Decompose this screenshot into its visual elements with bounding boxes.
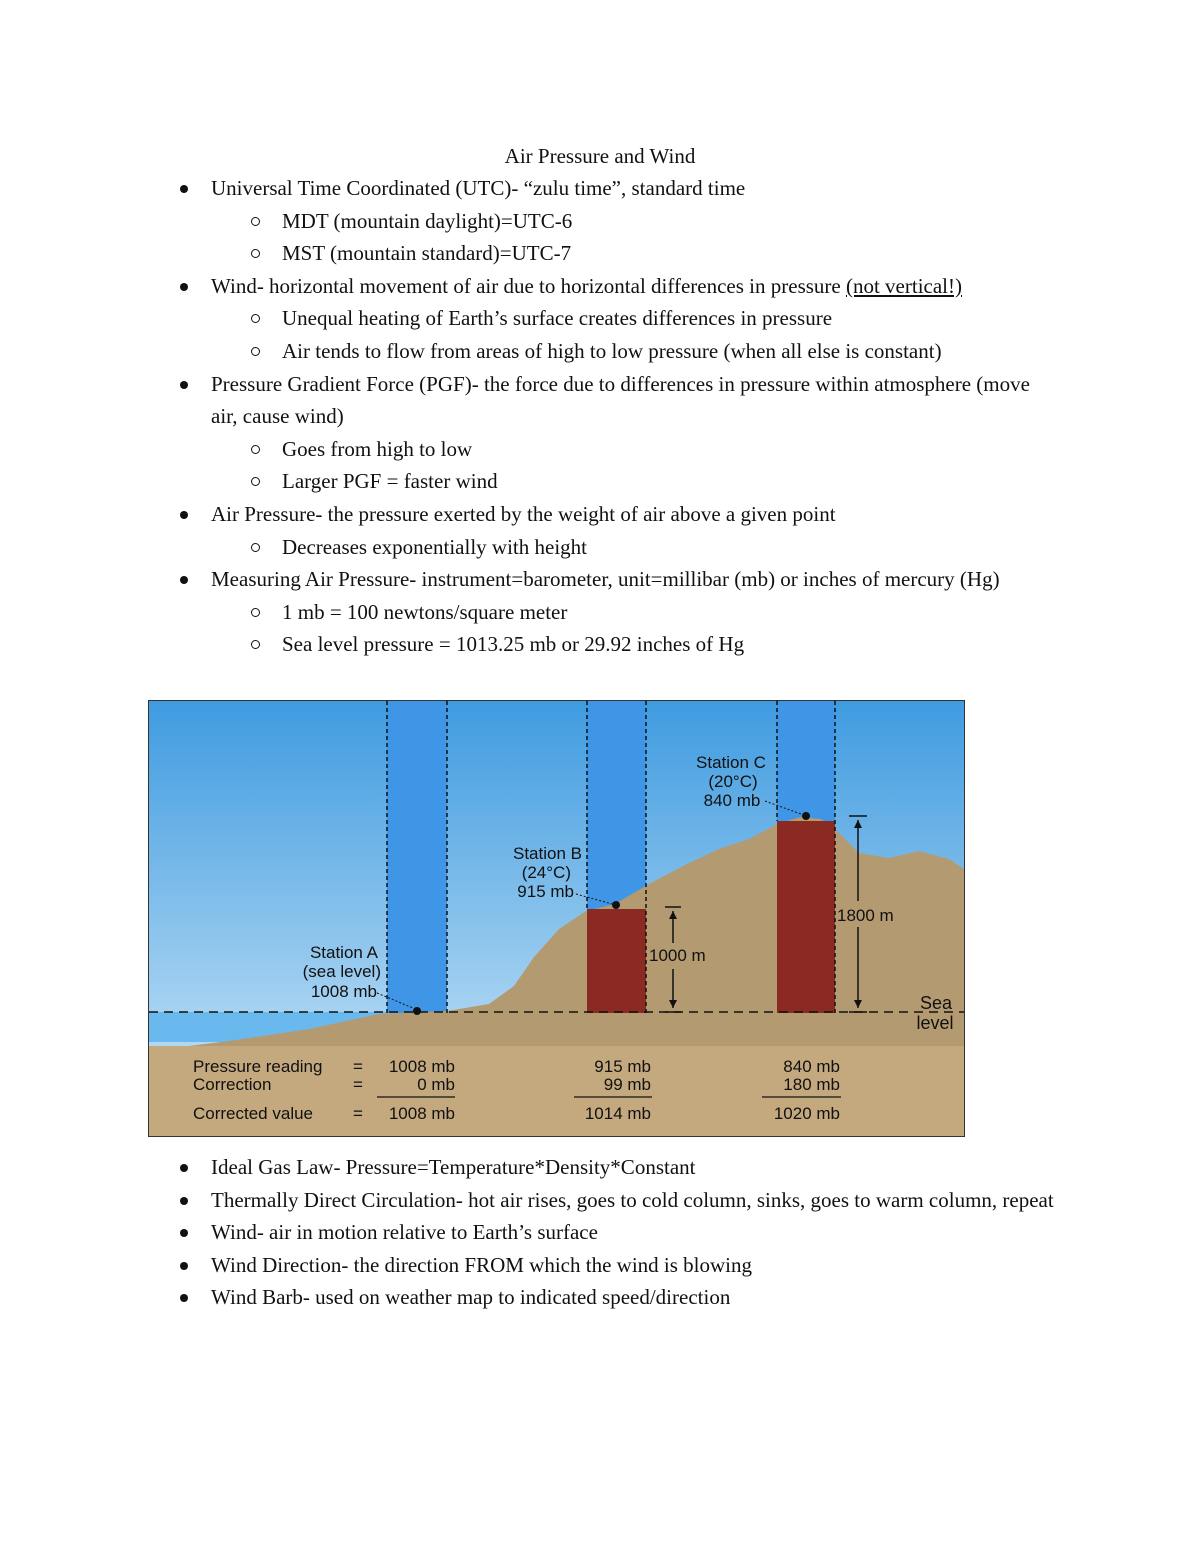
table-label-correction: Correction xyxy=(193,1075,272,1094)
sub-list-item-text: MST (mountain standard)=UTC-7 xyxy=(282,241,572,266)
bullet-icon xyxy=(180,1197,188,1205)
list-item-text: Ideal Gas Law- Pressure=Temperature*Density*Constant xyxy=(211,1155,696,1179)
air-column-c xyxy=(777,701,835,821)
height-b-label: 1000 m xyxy=(649,946,706,965)
hollow-bullet-icon xyxy=(251,445,260,454)
table-equals: = xyxy=(353,1104,363,1123)
sub-list-item xyxy=(211,628,1060,661)
sub-list-item xyxy=(211,465,1060,498)
station-c-name: Station C xyxy=(696,753,766,772)
sea-level-label-line1: Sea xyxy=(919,993,953,1013)
table-b-correction: 99 mb xyxy=(603,1075,651,1094)
pressure-diagram xyxy=(149,701,964,1136)
table-b-reading: 915 mb xyxy=(594,1057,651,1076)
sub-list-item xyxy=(211,302,1060,335)
bullet-icon xyxy=(180,1294,188,1302)
list-item-text: Wind- air in motion relative to Earth’s surface xyxy=(211,1220,598,1245)
red-column-c xyxy=(777,821,835,1013)
sub-list xyxy=(211,302,1060,367)
hollow-bullet-icon xyxy=(251,640,260,649)
sub-list-item xyxy=(211,335,1060,368)
station-c-dot xyxy=(802,812,810,820)
sea-level-label-line2: level xyxy=(916,1013,954,1033)
list-item-text: Air Pressure- the pressure exerted by the weight of air above a given point xyxy=(211,501,836,526)
sub-list xyxy=(211,433,1060,498)
underlined-text: (not vertical!) xyxy=(845,273,963,298)
station-a-detail: (sea level) xyxy=(302,962,381,981)
table-c-correction: 180 mb xyxy=(783,1075,840,1094)
bullet-icon xyxy=(180,1164,188,1172)
hollow-bullet-icon xyxy=(251,608,260,617)
table-label-corrected-value: Corrected value xyxy=(193,1104,314,1123)
list-item xyxy=(0,368,1200,498)
sub-list xyxy=(211,531,1060,564)
document-title: Air Pressure and Wind xyxy=(504,144,696,168)
sub-list-item xyxy=(211,531,1060,564)
list-item xyxy=(0,1184,1200,1217)
sub-list-item-text: Goes from high to low xyxy=(282,436,473,461)
list-item xyxy=(0,1249,1200,1282)
table-c-corrected: 1020 mb xyxy=(773,1104,840,1123)
list-item xyxy=(0,1281,1200,1314)
list-item-text: Pressure Gradient Force (PGF)- the force due to differences in pressure within atmosphere (move air, cause wind) xyxy=(211,371,1030,429)
station-b-dot xyxy=(612,901,620,909)
station-b-detail: (24°C) xyxy=(521,863,571,882)
hollow-bullet-icon xyxy=(251,543,260,552)
hollow-bullet-icon xyxy=(251,249,260,258)
hollow-bullet-icon xyxy=(251,314,260,323)
bullet-icon xyxy=(180,381,188,389)
hollow-bullet-icon xyxy=(251,217,260,226)
bullet-icon xyxy=(180,576,188,584)
sub-list-item xyxy=(211,237,1060,270)
bullet-icon xyxy=(180,511,188,519)
sub-list-item-text: 1 mb = 100 newtons/square meter xyxy=(282,599,568,624)
sub-list-item-text: Unequal heating of Earth’s surface creates differences in pressure xyxy=(282,306,833,331)
height-c-label: 1800 m xyxy=(837,906,894,925)
sub-list xyxy=(211,205,1060,270)
red-column-b xyxy=(587,909,646,1013)
station-b-pressure: 915 mb xyxy=(517,882,574,901)
sub-list-item-text: MDT (mountain daylight)=UTC-6 xyxy=(282,208,573,233)
table-equals: = xyxy=(353,1075,363,1094)
station-a-name: Station A xyxy=(309,943,378,962)
air-column-a xyxy=(387,701,447,1013)
list-item-text: Wind Barb- used on weather map to indicated speed/direction xyxy=(211,1285,731,1310)
hollow-bullet-icon xyxy=(251,347,260,356)
table-equals: = xyxy=(353,1057,363,1076)
bullet-icon xyxy=(180,1229,188,1237)
sub-list-item-text: Sea level pressure = 1013.25 mb or 29.92 inches of Hg xyxy=(282,632,745,657)
table-label-pressure-reading: Pressure reading xyxy=(193,1057,323,1076)
table-b-corrected: 1014 mb xyxy=(584,1104,651,1123)
station-c-pressure: 840 mb xyxy=(703,791,761,810)
list-item-text: Wind Direction- the direction FROM which the wind is blowing xyxy=(211,1252,752,1277)
list-item xyxy=(0,172,1200,270)
station-b-name: Station B xyxy=(513,844,582,863)
list-item xyxy=(0,270,1200,368)
list-item xyxy=(0,1216,1200,1249)
sub-list-item-text: Decreases exponentially with height xyxy=(282,534,587,559)
air-column-b xyxy=(587,701,646,909)
sub-list-item xyxy=(211,596,1060,629)
table-a-corrected: 1008 mb xyxy=(388,1104,455,1123)
list-item-text: Universal Time Coordinated (UTC)- “zulu time”, standard time xyxy=(211,176,746,200)
top-bullet-list xyxy=(0,172,1200,661)
hollow-bullet-icon xyxy=(251,477,260,486)
bullet-icon xyxy=(180,283,188,291)
bullet-icon xyxy=(180,1262,188,1270)
list-item-text: Wind- horizontal movement of air due to horizontal differences in pressure xyxy=(211,273,846,298)
sub-list-item xyxy=(211,433,1060,466)
sub-list-item xyxy=(211,205,1060,238)
station-a-dot xyxy=(413,1007,421,1015)
sub-list-item-text: Air tends to flow from areas of high to low pressure (when all else is constant) xyxy=(282,338,942,363)
station-c-detail: (20°C) xyxy=(708,772,758,791)
sub-list xyxy=(211,596,1060,661)
bullet-icon xyxy=(180,185,188,193)
list-item-text: Measuring Air Pressure- instrument=barometer, unit=millibar (mb) or inches of mercury (Hg) xyxy=(211,567,1000,592)
sub-list-item-text: Larger PGF = faster wind xyxy=(282,469,498,494)
pressure-correction-figure xyxy=(148,700,965,1137)
list-item xyxy=(0,498,1200,563)
list-item-text: Thermally Direct Circulation- hot air rises, goes to cold column, sinks, goes to warm column, repeat xyxy=(211,1187,1054,1212)
bottom-bullet-list xyxy=(0,1151,1200,1314)
list-item xyxy=(0,563,1200,661)
table-c-reading: 840 mb xyxy=(783,1057,840,1076)
list-item xyxy=(0,1151,1200,1184)
table-a-reading: 1008 mb xyxy=(388,1057,455,1076)
table-a-correction: 0 mb xyxy=(417,1075,455,1094)
station-a-pressure: 1008 mb xyxy=(310,982,377,1001)
